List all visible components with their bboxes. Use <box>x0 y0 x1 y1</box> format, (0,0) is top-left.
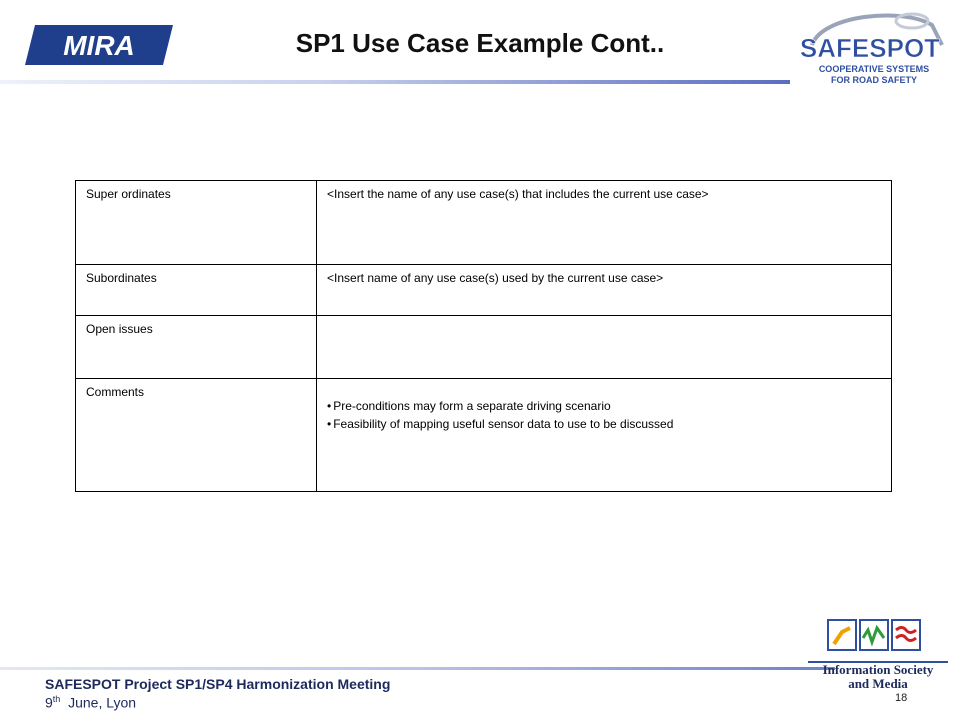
table-row <box>76 379 892 492</box>
table-row <box>76 181 892 265</box>
row-value-subordinates: <Insert name of any use case(s) used by the current use case> <box>317 265 892 316</box>
safespot-logo-name: SAFESPOT <box>799 33 941 63</box>
row-label-super-ordinates: Super ordinates <box>76 181 317 265</box>
mira-logo-text: MIRA <box>63 30 135 61</box>
information-society-logo <box>808 618 948 690</box>
row-label-comments: Comments <box>76 379 317 492</box>
safespot-logo <box>792 5 950 87</box>
header-divider <box>0 80 790 84</box>
footer-date-suffix: th <box>52 694 61 704</box>
bullet-icon: • <box>327 399 332 413</box>
row-value-comments <box>317 379 892 492</box>
use-case-table <box>75 180 892 492</box>
footer-date-day: 9 <box>45 694 53 711</box>
footer-date <box>45 694 136 711</box>
comments-list <box>327 397 881 433</box>
page-title: SP1 Use Case Example Cont.. <box>295 28 665 58</box>
safespot-logo-line1: COOPERATIVE SYSTEMS <box>818 64 930 74</box>
table-row <box>76 265 892 316</box>
bullet-icon: • <box>327 417 332 431</box>
row-value-open-issues <box>317 316 892 379</box>
page-number: 18 <box>895 692 908 704</box>
row-value-super-ordinates: <Insert the name of any use case(s) that includes the current use case> <box>317 181 892 265</box>
list-item <box>327 415 881 433</box>
footer-divider <box>0 667 835 670</box>
list-item <box>327 397 881 415</box>
footer-title: SAFESPOT Project SP1/SP4 Harmonization Meeting <box>45 676 391 692</box>
safespot-logo-line2: FOR ROAD SAFETY <box>830 75 918 85</box>
row-label-subordinates: Subordinates <box>76 265 317 316</box>
ism-logo-line2: and Media <box>848 676 908 690</box>
mira-logo <box>25 25 173 65</box>
table-row <box>76 316 892 379</box>
comment-text: Pre-conditions may form a separate driving scenario <box>333 399 611 413</box>
ism-logo-line1: Information Society <box>822 662 934 677</box>
footer-date-rest: June, Lyon <box>60 694 137 711</box>
comment-text: Feasibility of mapping useful sensor data to use to be discussed <box>333 417 674 431</box>
row-label-open-issues: Open issues <box>76 316 317 379</box>
